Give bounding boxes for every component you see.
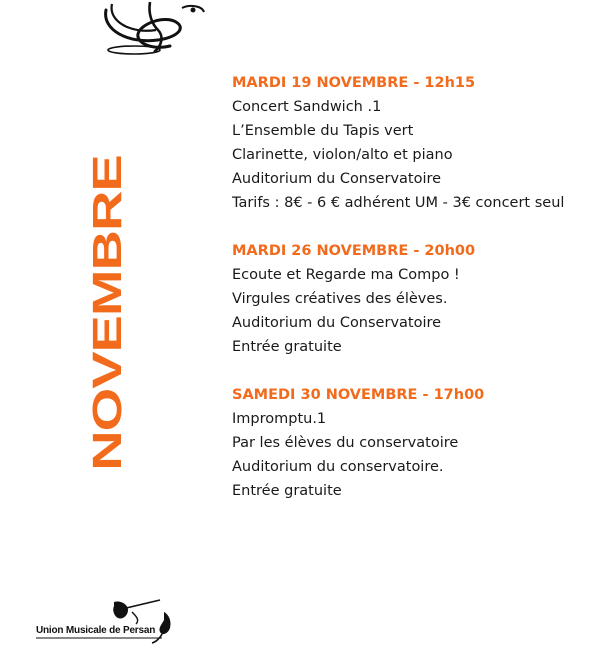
event-detail-line: L’Ensemble du Tapis vert [232, 123, 414, 139]
event-detail-line: Par les élèves du conservatoire [232, 435, 459, 451]
treble-clef-swirl-icon [98, 0, 208, 58]
event-detail-line: Ecoute et Regarde ma Compo ! [232, 267, 460, 283]
event-list [232, 71, 592, 503]
footer-logo-caption: Union Musicale de Persan [36, 625, 156, 636]
event-block [232, 239, 592, 359]
event-block [232, 383, 592, 503]
event-detail-line: Entrée gratuite [232, 483, 342, 499]
event-heading: MARDI 26 NOVEMBRE - 20h00 [232, 243, 476, 259]
event-detail-line: Entrée gratuite [232, 339, 342, 355]
event-detail-line: Clarinette, violon/alto et piano [232, 147, 453, 163]
event-detail-line: Tarifs : 8€ - 6 € adhérent UM - 3€ concert seul [232, 195, 565, 211]
event-heading: MARDI 19 NOVEMBRE - 12h15 [232, 75, 476, 91]
conductor-hands-icon [36, 598, 186, 644]
event-detail-line: Auditorium du conservatoire. [232, 459, 444, 475]
event-detail-line: Impromptu.1 [232, 411, 327, 427]
event-detail-line: Auditorium du Conservatoire [232, 171, 442, 187]
event-detail-line: Concert Sandwich .1 [232, 99, 382, 115]
event-block [232, 71, 592, 215]
event-detail-line: Virgules créatives des élèves. [232, 291, 448, 307]
month-label-text: NOVEMBRE [84, 155, 130, 471]
event-detail-line: Auditorium du Conservatoire [232, 315, 442, 331]
event-heading: SAMEDI 30 NOVEMBRE - 17h00 [232, 387, 485, 403]
footer-logo [36, 598, 186, 644]
